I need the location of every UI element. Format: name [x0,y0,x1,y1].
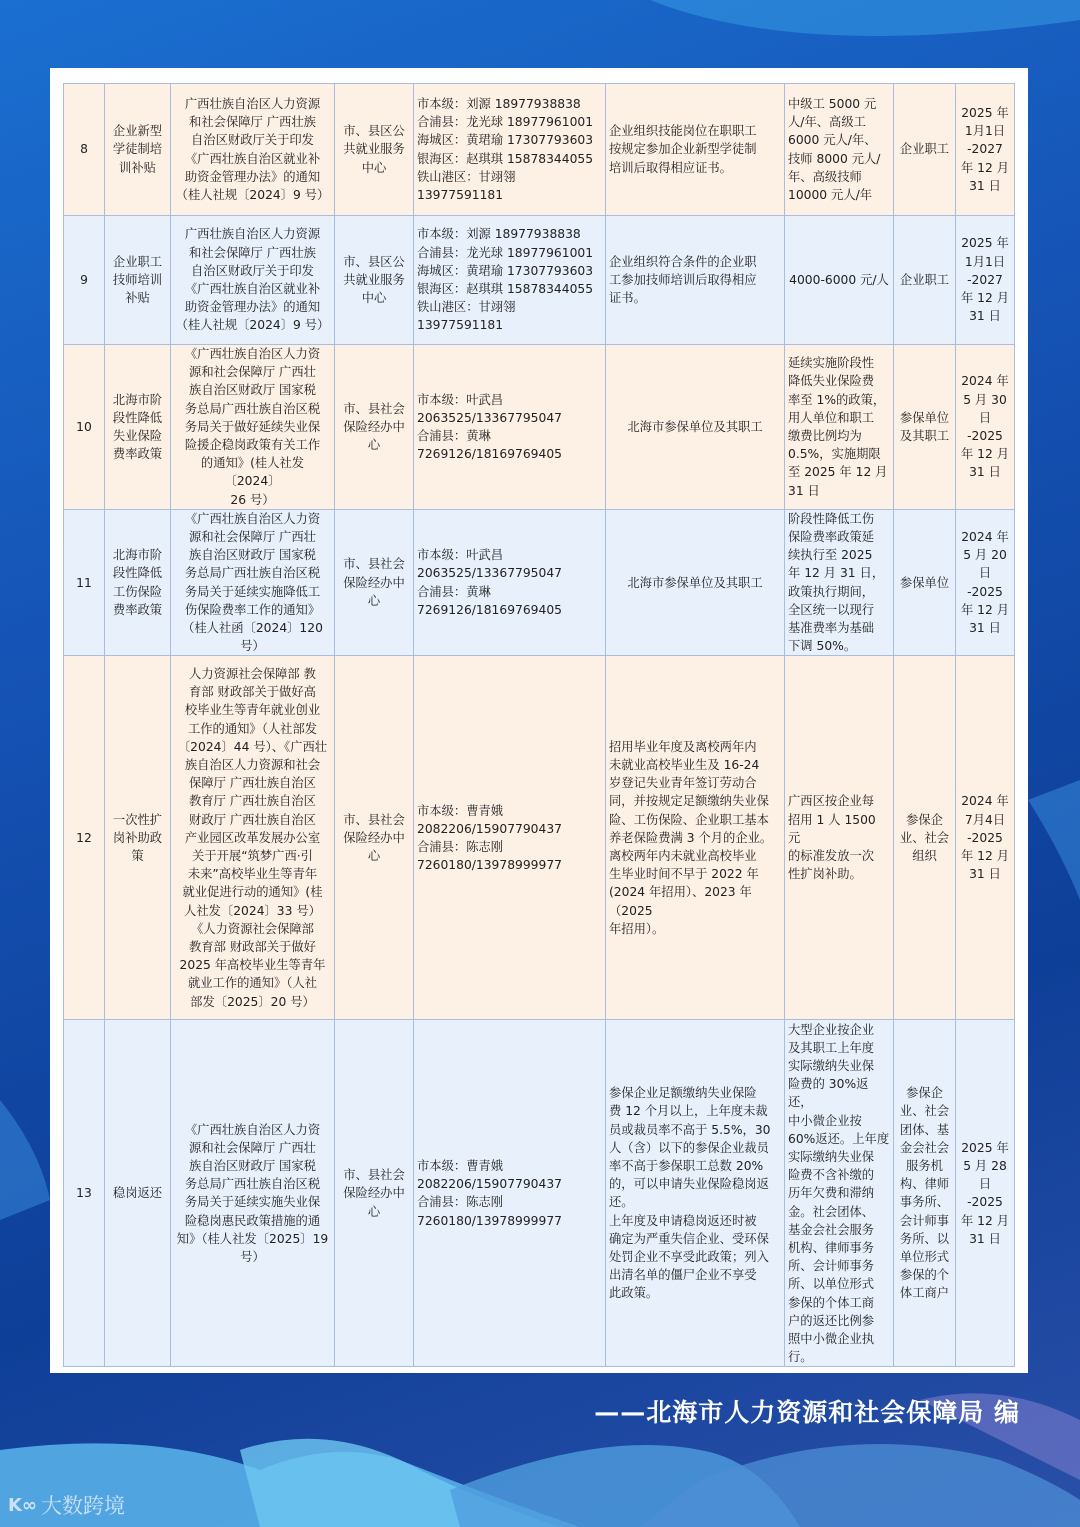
cell-handling-department: 市、县区公 共就业服务 中心 [335,84,414,216]
cell-recipients: 参保单位 及其职工 [894,345,956,510]
cell-eligibility: 招用毕业年度及离校两年内 未就业高校毕业生及 16-24 岁登记失业青年签订劳动合 同，并按规定足额缴纳失业保 险、工伤保险、企业职工基本 养老保险费满 3 个月的企业。 离校两年内未就业高校毕业 生毕业时间不早于 2022 年 (2024 年招用）、2023 年（2025 年招用）。 [606,656,785,1020]
cell-eligibility: 参保企业足额缴纳失业保险 费 12 个月以上，上年度未裁 员或裁员率不高于 5.5%，30 人（含）以下的参保企业裁员 率不高于参保职工总数 20% 的，可以申请失业保险稳岗返 还。 上年度及申请稳岗返还时被 确定为严重失信企业、受环保 处罚企业不享受此政策；列入 出清名单的僵尸企业不享受 此政策。 [606,1020,785,1367]
cell-policy-basis: 《广西壮族自治区人力资 源和社会保障厅 广西壮 族自治区财政厅 国家税 务总局广西壮族自治区税 务局关于延续实施降低工 伤保险费率工作的通知》 （桂人社函〔2024〕120 号） [171,509,335,656]
cell-row-number: 10 [64,345,105,510]
cell-subsidy-standard: 广西区按企业每 招用 1 人 1500 元 的标准发放一次 性扩岗补助。 [785,656,894,1020]
cell-eligibility: 企业组织符合条件的企业职 工参加技师培训后取得相应 证书。 [606,216,785,345]
cell-eligibility: 北海市参保单位及其职工 [606,509,785,656]
cell-policy-basis: 人力资源社会保障部 教 育部 财政部关于做好高 校毕业生等青年就业创业 工作的通知》（人社部发 〔2024〕44 号）、《广西壮 族自治区人力资源和社会 保障厅 广西壮族自治区 教育厅 广西壮族自治区 财政厅 广西壮族自治区 产业园区改革发展办公室 关于开展“筑梦广西·引 未来”高校毕业生等青年 就业促进行动的通知》(桂 人社发〔2024〕33 号） 《人力资源社会保障部 教育部 财政部关于做好 2025 年高校毕业生等青年 就业工作的通知》（人社 部发〔2025〕20 号） [171,656,335,1020]
cell-subsidy-standard: 中级工 5000 元 人/年、高级工 6000 元人/年、 技师 8000 元人/ 年、高级技师 10000 元人/年 [785,84,894,216]
watermark-logo [8,1490,125,1520]
cell-policy-basis: 《广西壮族自治区人力资 源和社会保障厅 广西壮 族自治区财政厅 国家税 务总局广西壮族自治区税 务局关于延续实施失业保 险稳岗惠民政策措施的通 知》（桂人社发〔2025〕19 号） [171,1020,335,1367]
cell-subsidy-standard: 延续实施阶段性 降低失业保险费 率至 1%的政策， 用人单位和职工 缴费比例均为 0.5%，实施期限 至 2025 年 12 月 31 日 [785,345,894,510]
cell-policy-name: 稳岗返还 [105,1020,171,1367]
table-row [64,1020,1015,1367]
watermark-logo-icon: K∞ [8,1494,37,1516]
cell-recipients: 参保企 业、社会 组织 [894,656,956,1020]
cell-validity-period: 2025 年 1月1日 -2027 年 12 月 31 日 [956,216,1015,345]
cell-validity-period: 2025 年 1月1日 -2027 年 12 月 31 日 [956,84,1015,216]
cell-policy-basis: 《广西壮族自治区人力资 源和社会保障厅 广西壮 族自治区财政厅 国家税 务总局广西壮族自治区税 务局关于做好延续失业保 险援企稳岗政策有关工作 的通知》(桂人社发〔2024〕 26 号） [171,345,335,510]
cell-policy-name: 北海市阶 段性降低 工伤保险 费率政策 [105,509,171,656]
table-row [64,84,1015,216]
cell-row-number: 13 [64,1020,105,1367]
cell-validity-period: 2024 年 5 月 30 日 -2025 年 12 月 31 日 [956,345,1015,510]
cell-policy-name: 一次性扩 岗补助政 策 [105,656,171,1020]
cell-policy-name: 企业新型 学徒制培 训补贴 [105,84,171,216]
cell-recipients: 企业职工 [894,216,956,345]
cell-row-number: 11 [64,509,105,656]
cell-contacts: 市本级：刘源 18977938838 合浦县：龙光球 18977961001 海城区：黄珺瑜 17307793603 银海区：赵琪琪 15878344055 铁山港区：甘翊翎 13977591181 [414,216,606,345]
cell-recipients: 参保单位 [894,509,956,656]
cell-handling-department: 市、县社会 保险经办中 心 [335,1020,414,1367]
table-row [64,345,1015,510]
cell-handling-department: 市、县区公 共就业服务 中心 [335,216,414,345]
cell-row-number: 12 [64,656,105,1020]
publisher-signature: ——北海市人力资源和社会保障局 编 [594,1398,1020,1427]
cell-eligibility: 企业组织技能岗位在职职工 按规定参加企业新型学徒制 培训后取得相应证书。 [606,84,785,216]
table-row [64,216,1015,345]
policy-table [63,83,1015,1367]
cell-validity-period: 2025 年 5 月 28 日 -2025 年 12 月 31 日 [956,1020,1015,1367]
cell-handling-department: 市、县社会 保险经办中 心 [335,509,414,656]
cell-policy-basis: 广西壮族自治区人力资源 和社会保障厅 广西壮族 自治区财政厅关于印发 《广西壮族自治区就业补 助资金管理办法》的通知 （桂人社规〔2024〕9 号） [171,216,335,345]
cell-contacts: 市本级：刘源 18977938838 合浦县：龙光球 18977961001 海城区：黄珺瑜 17307793603 银海区：赵琪琪 15878344055 铁山港区：甘翊翎 13977591181 [414,84,606,216]
cell-policy-name: 企业职工 技师培训 补贴 [105,216,171,345]
cell-validity-period: 2024 年 7月4日 -2025 年 12 月 31 日 [956,656,1015,1020]
cell-contacts: 市本级：叶武昌 2063525/13367795047 合浦县：黄琳 7269126/18169769405 [414,509,606,656]
cell-handling-department: 市、县社会 保险经办中 心 [335,345,414,510]
cell-row-number: 9 [64,216,105,345]
cell-contacts: 市本级：曹青娥 2082206/15907790437 合浦县：陈志刚 7260180/13978999977 [414,1020,606,1367]
cell-contacts: 市本级：曹青娥 2082206/15907790437 合浦县：陈志刚 7260180/13978999977 [414,656,606,1020]
cell-subsidy-standard: 阶段性降低工伤 保险费率政策延 续执行至 2025 年 12 月 31 日， 政策执行期间， 全区统一以现行 基准费率为基础 下调 50%。 [785,509,894,656]
cell-validity-period: 2024 年 5 月 20 日 -2025 年 12 月 31 日 [956,509,1015,656]
cell-handling-department: 市、县社会 保险经办中 心 [335,656,414,1020]
table-row [64,509,1015,656]
cell-subsidy-standard: 大型企业按企业 及其职工上年度 实际缴纳失业保 险费的 30%返还， 中小微企业按 60%返还。上年度 实际缴纳失业保 险费不含补缴的 历年欠费和滞纳 金。社会团体、 基金会社会服务 机构、律师事务 所、会计师事务 所、以单位形式 参保的个体工商 户的返还比例参 照中小微企业执 行。 [785,1020,894,1367]
cell-eligibility: 北海市参保单位及其职工 [606,345,785,510]
cell-recipients: 企业职工 [894,84,956,216]
cell-row-number: 8 [64,84,105,216]
table-row [64,656,1015,1020]
cell-policy-name: 北海市阶 段性降低 失业保险 费率政策 [105,345,171,510]
cell-policy-basis: 广西壮族自治区人力资源 和社会保障厅 广西壮族 自治区财政厅关于印发 《广西壮族自治区就业补 助资金管理办法》的通知 （桂人社规〔2024〕9 号） [171,84,335,216]
cell-subsidy-standard: 4000-6000 元/人 [785,216,894,345]
cell-contacts: 市本级：叶武昌 2063525/13367795047 合浦县：黄琳 7269126/18169769405 [414,345,606,510]
cell-recipients: 参保企 业、社会 团体、基 金会社会 服务机 构、律师 事务所、 会计师事 务所、以 单位形式 参保的个 体工商户 [894,1020,956,1367]
watermark-text: 大数跨境 [40,1494,125,1518]
